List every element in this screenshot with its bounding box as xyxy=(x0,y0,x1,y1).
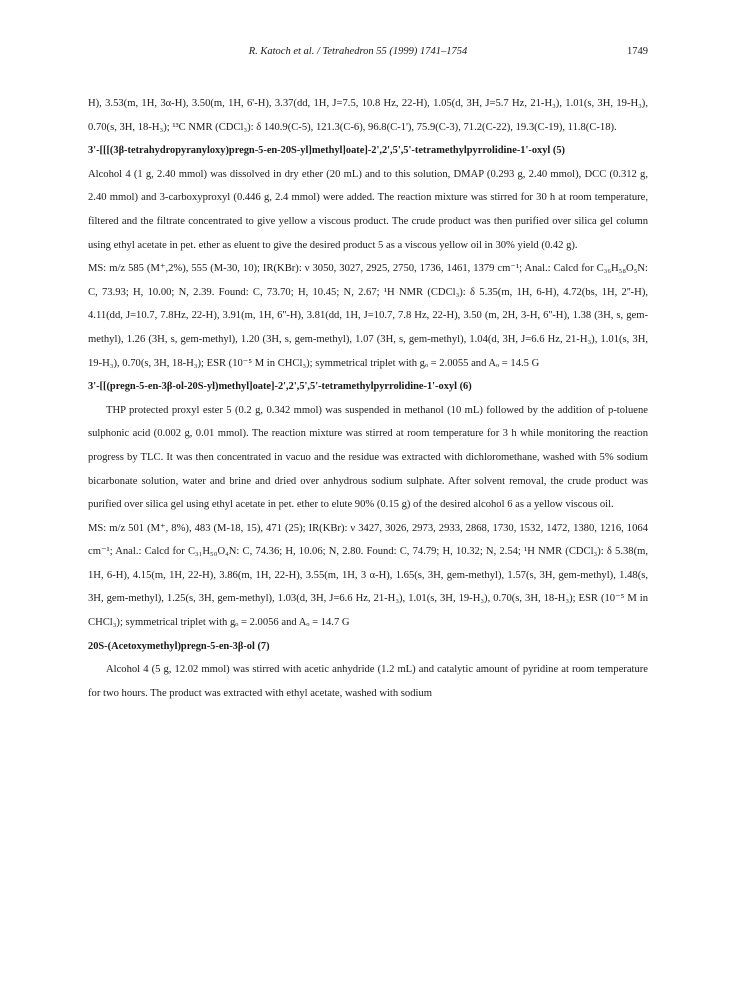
compound-6-procedure: THP protected proxyl ester 5 (0.2 g, 0.342 mmol) was suspended in methanol (10 mL) followed by the addition of p-toluene sulphonic acid (0.002 g, 0.01 mmol). The reaction mixture was stirred at room temperature for 3 h while monitoring the reaction progress by TLC. It was then concentrated in vacuo and the residue was extracted with dichloromethane, washed with 5% sodium bicarbonate solution, water and brine and dried over anhydrous sodium sulphate. After solvent removal, the crude product was purified over silica gel using ethyl acetate in pet. ether to elute 90% (0.15 g) of the desired alcohol 6 as a yellow viscous oil. xyxy=(88,404,648,511)
page-number: 1749 xyxy=(627,46,648,57)
running-header xyxy=(88,46,648,62)
nmr-continuation-paragraph: H), 3.53(m, 1H, 3α-H), 3.50(m, 1H, 6'-H), 3.37(dd, 1H, J=7.5, 10.8 Hz, 22-H), 1.05(d, 3H, J=5.7 Hz, 21-H₃), 1.01(s, 3H, 19-H₃), 0.70(s, 3H, 18-H₃); ¹³C NMR (CDCl₃): δ 140.9(C-5), 121.3(C-6), 96.8(C-1'), 75.9(C-3), 71.2(C-22), 19.3(C-19), 11.8(C-18). xyxy=(88,98,648,133)
compound-6-heading: 3'-[[(pregn-5-en-3β-ol-20S-yl)methyl]oate]-2',2',5',5'-tetramethylpyrrolidine-1'-oxyl (6) xyxy=(88,381,472,393)
compound-6-characterization: MS: m/z 501 (M⁺, 8%), 483 (M-18, 15), 471 (25); IR(KBr): ν 3427, 3026, 2973, 2933, 2868, 1730, 1532, 1472, 1380, 1216, 1064 cm⁻¹; Anal.: Calcd for C₃₁H₅₀O₄N: C, 74.36; H, 10.06; N, 2.80. Found: C, 74.79; H, 10.32; N, 2.54; ¹H NMR (CDCl₃): δ 5.38(m, 1H, 6-H), 4.15(m, 1H, 22-H), 3.86(m, 1H, 22-H), 3.55(m, 1H, 3 α-H), 1.65(s, 3H, gem-methyl), 1.57(s, 3H, gem-methyl), 1.48(s, 3H, gem-methyl), 1.25(s, 3H, gem-methyl), 1.03(d, 3H, J=6.6 Hz, 21-H₃), 1.01(s, 3H, 19-H₃), 0.70(s, 3H, 18-H₃); ESR (10⁻⁵ M in CHCl₃); symmetrical triplet with gₒ = 2.0056 and Aₒ = 14.7 G xyxy=(88,522,648,629)
running-title: R. Katoch et al. / Tetrahedron 55 (1999) 1741–1754 xyxy=(248,46,468,57)
article-body xyxy=(88,92,648,705)
compound-5-procedure: Alcohol 4 (1 g, 2.40 mmol) was dissolved in dry ether (20 mL) and to this solution, DMAP (0.293 g, 2.40 mmol), DCC (0.312 g, 2.40 mmol) and 3-carboxyproxyl (0.446 g, 2.4 mmol) were added. The reaction mixture was stirred for 30 h at room temperature, filtered and the filtrate concentrated to give yellow a viscous product. The crude product was then purified over silica gel column using ethyl acetate in pet. ether as eluent to give the desired product 5 as a viscous yellow oil in 30% yield (0.42 g). xyxy=(88,168,648,251)
compound-7-procedure: Alcohol 4 (5 g, 12.02 mmol) was stirred with acetic anhydride (1.2 mL) and catalytic amount of pyridine at room temperature for two hours. The product was extracted with ethyl acetate, washed with sodium xyxy=(88,664,648,699)
compound-7-heading: 20S-(Acetoxymethyl)pregn-5-en-3β-ol (7) xyxy=(88,640,270,652)
compound-5-heading: 3'-[[[(3β-tetrahydropyranyloxy)pregn-5-en-20S-yl]methyl]oate]-2',2',5',5'-tetramethylpyrrolidine-1'-oxyl (5) xyxy=(88,145,566,157)
compound-5-characterization: MS: m/z 585 (M⁺,2%), 555 (M-30, 10); IR(KBr): ν 3050, 3027, 2925, 2750, 1736, 1461, 1379 cm⁻¹; Anal.: Calcd for C₃₆H₅₈O₅N: C, 73.93; H, 10.00; N, 2.39. Found: C, 73.70; H, 10.45; N, 2.67; ¹H NMR (CDCl₃): δ 5.35(m, 1H, 6-H), 4.72(bs, 1H, 2''-H), 4.11(dd, J=10.7, 7.8Hz, 22-H), 3.91(m, 1H, 6''-H), 3.81(dd, 1H, J=10.7, 7.8 Hz, 22-H), 3.50 (m, 2H, 3-H, 6''-H), 1.38 (3H, s, gem-methyl), 1.26 (3H, s, gem-methyl), 1.20 (3H, s, gem-methyl), 1.07 (3H, s, gem-methyl), 1.04(d, 3H, J=6.6 Hz, 21-H₃), 1.01(s, 3H, 19-H₃), 0.70(s, 3H, 18-H₃); ESR (10⁻⁵ M in CHCl₃); symmetrical triplet with gₒ = 2.0055 and Aₒ = 14.5 G xyxy=(88,263,648,369)
